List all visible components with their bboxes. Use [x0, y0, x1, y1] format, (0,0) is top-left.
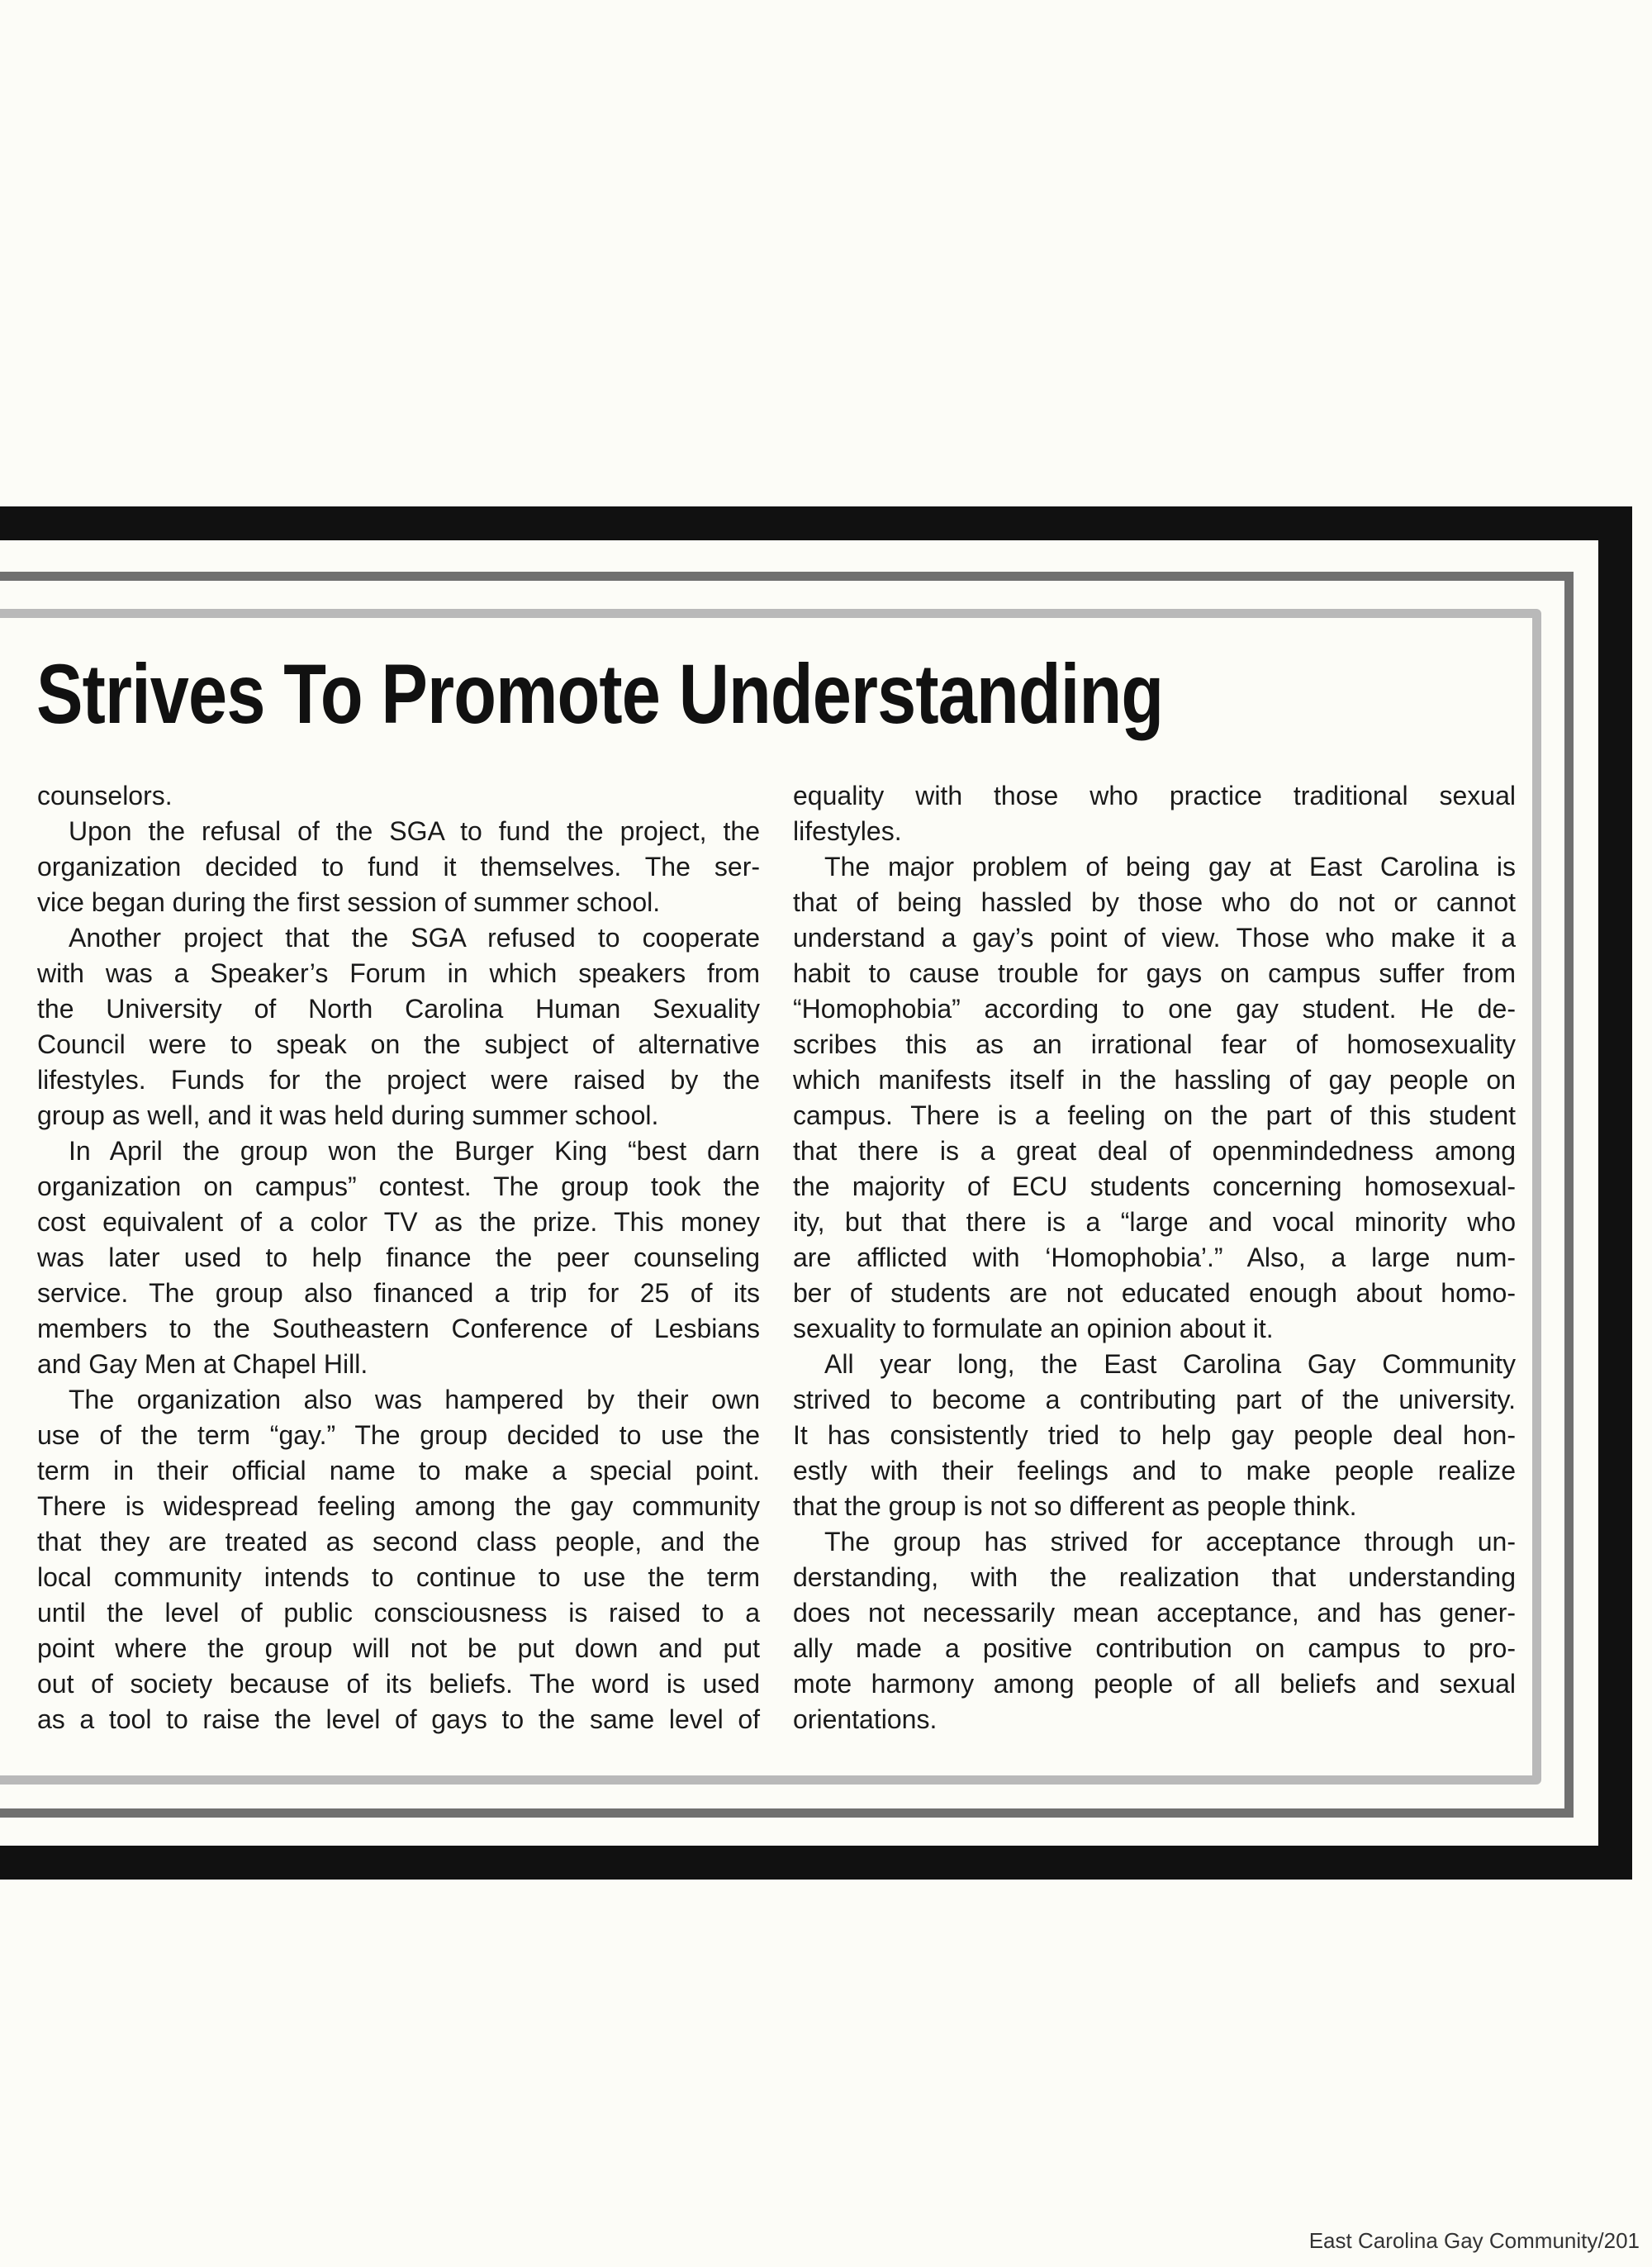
text-line: Council were to speak on the subject of alternative	[37, 1029, 760, 1059]
text-line: service. The group also financed a trip for 25 of its	[37, 1278, 760, 1308]
text-line: equality with those who practice traditional sexual	[793, 781, 1516, 810]
text-line: until the level of public consciousness is raised to a	[37, 1598, 760, 1628]
text-line: that they are treated as second class people, and the	[37, 1527, 760, 1556]
text-line: habit to cause trouble for gays on campus suffer from	[793, 958, 1516, 988]
article-headline: Strives To Promote Understanding	[36, 647, 1164, 741]
text-line: are afflicted with ‘Homophobia’.” Also, a large num-	[793, 1243, 1516, 1272]
text-line: Another project that the SGA refused to cooperate	[69, 923, 760, 953]
text-line: The major problem of being gay at East Carolina is	[824, 852, 1516, 882]
article-column-right	[793, 778, 1516, 1737]
text-line: There is widespread feeling among the gay community	[37, 1491, 760, 1521]
text-line: campus. There is a feeling on the part of this student	[793, 1100, 1516, 1130]
text-line: “Homophobia” according to one gay student. He de-	[793, 994, 1516, 1024]
text-line: scribes this as an irrational fear of homosexuality	[793, 1029, 1516, 1059]
article-column-left	[37, 778, 760, 1737]
text-line: estly with their feelings and to make people realize	[793, 1456, 1516, 1485]
text-line: ally made a positive contribution on campus to pro-	[793, 1633, 1516, 1663]
text-line: members to the Southeastern Conference of Lesbians	[37, 1314, 760, 1343]
text-line: that the group is not so different as people think.	[793, 1491, 1357, 1521]
text-line: In April the group won the Burger King “best darn	[69, 1136, 760, 1166]
text-line: The organization also was hampered by their own	[69, 1385, 760, 1414]
text-line: local community intends to continue to use the term	[37, 1562, 760, 1592]
text-line: the majority of ECU students concerning homosexual-	[793, 1172, 1516, 1201]
text-line: organization decided to fund it themselves. The ser-	[37, 852, 760, 882]
text-line: organization on campus” contest. The group took the	[37, 1172, 760, 1201]
text-line: lifestyles. Funds for the project were raised by the	[37, 1065, 760, 1095]
text-line: ity, but that there is a “large and vocal minority who	[793, 1207, 1516, 1237]
text-line: as a tool to raise the level of gays to the same level of	[37, 1704, 760, 1734]
text-line: understand a gay’s point of view. Those who make it a	[793, 923, 1516, 953]
text-line: vice began during the first session of summer school.	[37, 887, 661, 917]
text-line: lifestyles.	[793, 816, 902, 846]
text-line: use of the term “gay.” The group decided to use the	[37, 1420, 760, 1450]
text-line: strived to become a contributing part of the university.	[793, 1385, 1516, 1414]
text-line: does not necessarily mean acceptance, and has gener-	[793, 1598, 1516, 1628]
text-line: the University of North Carolina Human Sexuality	[37, 994, 760, 1024]
text-line: Upon the refusal of the SGA to fund the project, the	[69, 816, 760, 846]
text-line: term in their official name to make a special point.	[37, 1456, 760, 1485]
text-line: with was a Speaker’s Forum in which speakers from	[37, 958, 760, 988]
text-line: group as well, and it was held during summer school.	[37, 1100, 659, 1130]
text-line: which manifests itself in the hassling of gay people on	[793, 1065, 1516, 1095]
text-line: ber of students are not educated enough about homo-	[793, 1278, 1516, 1308]
text-line: derstanding, with the realization that understanding	[793, 1562, 1516, 1592]
text-line: mote harmony among people of all beliefs and sexual	[793, 1669, 1516, 1699]
text-line: cost equivalent of a color TV as the prize. This money	[37, 1207, 760, 1237]
text-line: was later used to help finance the peer counseling	[37, 1243, 760, 1272]
page-footer-folio: East Carolina Gay Community/201	[1308, 2228, 1640, 2253]
text-line: out of society because of its beliefs. The word is used	[37, 1669, 760, 1699]
text-line: point where the group will not be put down and put	[37, 1633, 760, 1663]
text-line: that there is a great deal of openmindedness among	[793, 1136, 1516, 1166]
text-line: and Gay Men at Chapel Hill.	[37, 1349, 368, 1379]
text-line: that of being hassled by those who do not or cannot	[793, 887, 1516, 917]
text-line: The group has strived for acceptance through un-	[824, 1527, 1516, 1556]
text-line: sexuality to formulate an opinion about it.	[793, 1314, 1274, 1343]
text-line: orientations.	[793, 1704, 938, 1734]
text-line: It has consistently tried to help gay people deal hon-	[793, 1420, 1516, 1450]
text-line: All year long, the East Carolina Gay Community	[824, 1349, 1516, 1379]
text-line: counselors.	[37, 781, 173, 810]
